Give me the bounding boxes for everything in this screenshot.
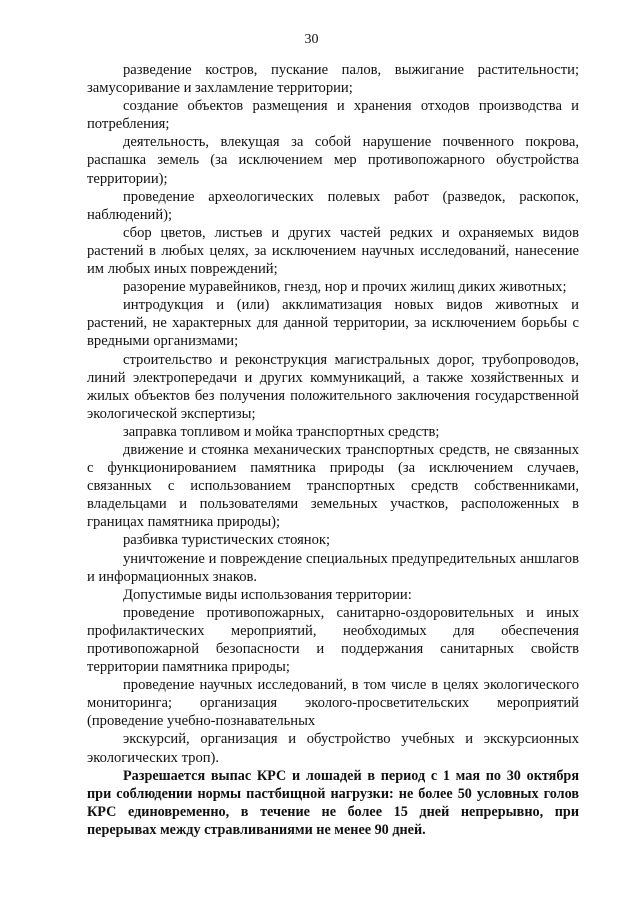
paragraph: строительство и реконструкция магистральных дорог, трубопроводов, линий электропередачи и других коммуникаций, а также хозяйственных и жилых объектов без получения положительного заключения государственной экологической экспертизы; [87,351,579,422]
paragraph: разбивка туристических стоянок; [123,532,331,549]
page-number: 30 [304,32,319,47]
document-body [87,61,579,839]
paragraph: интродукция и (или) акклиматизация новых видов животных и растений, не характерных для данной территории, за исключением борьбы с вредными организмами; [87,297,579,350]
paragraph: уничтожение и повреждение специальных предупредительных аншлагов и информационных знаков. [87,550,579,585]
paragraph: движение и стоянка механических транспортных средств, не связанных с функционированием памятника природы (за исключением случаев, связанных с использованием транспортных средств собственниками, владельцами и пользователями земельных участков, расположенных в границах памятника природы); [87,441,579,531]
grazing-rule-paragraph: Разрешается выпас КРС и лошадей в период с 1 мая по 30 октября при соблюдении нормы пастбищной нагрузки: не более 50 условных голов КРС единовременно, в течение не более 15 дней непрерывно, при перерывах между стравливаниями не менее 90 дней. [87,767,579,838]
paragraph: разорение муравейников, гнезд, нор и прочих жилищ диких животных; [123,279,567,296]
section-heading: Допустимые виды использования территории: [123,586,412,603]
paragraph: создание объектов размещения и хранения отходов производства и потребления; [87,98,579,133]
paragraph: проведение научных исследований, в том числе в целях экологического мониторинга; организация эколого-просветительских мероприятий (проведение учебно-познавательных [87,677,579,730]
paragraph: деятельность, влекущая за собой нарушение почвенного покрова, распашка земель (за исключением мер противопожарного обустройства территории); [87,134,579,187]
paragraph: экскурсий, организация и обустройство учебных и экскурсионных экологических троп). [87,731,579,766]
paragraph: проведение противопожарных, санитарно-оздоровительных и иных профилактических мероприятий, необходимых для обеспечения противопожарной безопасности и поддержания санитарных свойств территории памятника природы; [87,604,579,676]
paragraph: проведение археологических полевых работ (разведок, раскопок, наблюдений); [87,188,579,223]
paragraph: заправка топливом и мойка транспортных средств; [123,423,440,440]
paragraph: сбор цветов, листьев и других частей редких и охраняемых видов растений в любых целях, за исключением научных исследований, нанесение им любых иных повреждений; [87,224,579,278]
paragraph: разведение костров, пускание палов, выжигание растительности; замусоривание и захламление территории; [87,62,579,97]
